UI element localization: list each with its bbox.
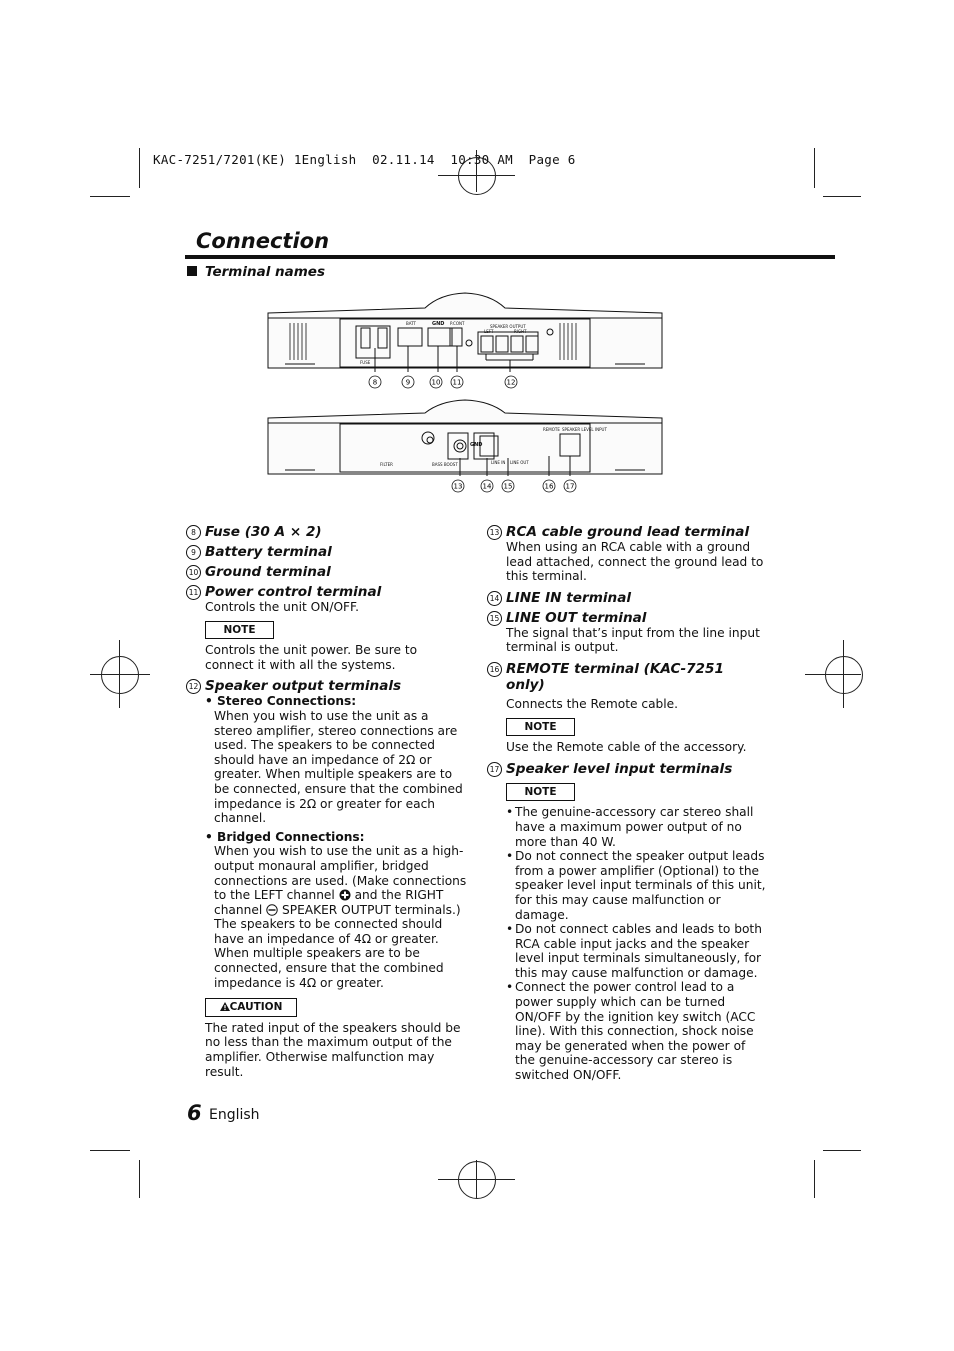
svg-text:14: 14 [482,482,492,491]
note-text: Controls the unit power. Be sure to connect it with all the systems. [205,643,418,672]
crop-mark [814,148,815,188]
svg-text:9: 9 [405,378,411,387]
item-heading: 11 Power control terminal [186,584,468,600]
bridged-heading: • Bridged Connections: [205,829,365,844]
note-text: Use the Remote cable of the accessory. [506,740,747,755]
item-heading: 16 REMOTE terminal (KAC-7251 only) [487,661,767,693]
caution-text: The rated input of the speakers should be no less than the maximum output of the amplifier. Otherwise malfunction may result. [205,1020,461,1079]
svg-text:FUSE: FUSE [360,360,371,365]
title-rule [185,255,835,259]
section-title: Terminal names [187,264,325,280]
svg-text:LINE OUT: LINE OUT [510,460,529,465]
crop-mark [823,196,861,197]
item-heading: 14 LINE IN terminal [487,590,767,606]
page-number: 6 [187,1101,202,1125]
right-column [487,524,767,1083]
svg-text:LEFT: LEFT [484,329,494,334]
svg-text:12: 12 [506,378,516,387]
warning-triangle-icon [220,1002,230,1011]
item-text: Connects the Remote cable. [506,696,679,711]
stereo-heading: • Stereo Connections: [205,694,357,709]
item-heading: 8 Fuse (30 A × 2) [186,524,468,540]
item-heading: 13 RCA cable ground lead terminal [487,524,767,540]
svg-text:BASS BOOST: BASS BOOST [432,462,458,467]
square-bullet-icon [187,266,197,276]
svg-text:SPEAKER OUTPUT: SPEAKER OUTPUT [490,324,526,329]
crop-mark [90,196,130,197]
crop-mark [90,1150,130,1151]
item-heading: 12 Speaker output terminals [186,678,468,694]
page-title: Connection [196,229,330,253]
svg-text:REMOTE: REMOTE [543,427,560,432]
svg-text:10: 10 [431,378,441,387]
svg-text:11: 11 [452,378,462,387]
svg-text:SPEAKER LEVEL INPUT: SPEAKER LEVEL INPUT [562,427,607,432]
item-heading: 10 Ground terminal [186,564,468,580]
svg-text:8: 8 [372,378,378,387]
minus-circle-icon [266,904,278,916]
list-item: • The genuine-accessory car stereo shall have a maximum power output of no more than 40 W. [487,805,767,849]
svg-text:BATT: BATT [406,321,416,326]
item-text: Controls the unit ON/OFF. [205,600,359,614]
page-language: English [209,1107,260,1123]
stereo-text: When you wish to use the unit as a stereo amplifier, stereo connections are used. The speakers to be connected should have an impedance of 2Ω or greater. When multiple speakers are to be connected, ensure that the combined impedance is 2Ω or greater for each channel. [214,708,463,826]
item-text: When using an RCA cable with a ground lead attached, connect the ground lead to this terminal. [506,540,764,584]
crop-mark [814,1160,815,1198]
list-item: • Do not connect the speaker output leads from a power amplifier (Optional) to the speaker level input terminals of this unit, for this may cause malfunction or damage. [487,849,767,922]
amplifier-terminal-diagram [260,288,670,498]
svg-text:GND: GND [432,321,445,327]
caution-label: CAUTION [205,998,297,1017]
svg-text:15: 15 [503,482,513,491]
svg-text:17: 17 [565,482,575,491]
crop-mark [139,1160,140,1198]
plus-circle-icon [339,889,351,901]
list-item: • Do not connect cables and leads to both RCA cable input jacks and the speaker level input terminals simultaneously, for this may cause malfunction or damage. [487,922,767,980]
svg-text:RIGHT: RIGHT [514,329,527,334]
svg-text:16: 16 [544,482,554,491]
item-text: The signal that’s input from the line input terminal is output. [506,625,760,655]
list-item: • Connect the power control lead to a power supply which can be turned ON/OFF by the ignition key switch (ACC line). With this connection, shock noise may be generated when the power of the genuine-accessory car stereo is switched ON/OFF. [487,980,767,1082]
svg-text:GND: GND [470,442,483,448]
item-heading: 15 LINE OUT terminal [487,610,767,626]
svg-text:13: 13 [453,482,463,491]
note-bullet-list [487,805,767,1082]
left-column [186,524,468,1079]
crop-mark [823,1150,861,1151]
print-header: KAC-7251/7201(KE) 1English 02.11.14 10:30 AM Page 6 [153,152,576,167]
note-label: NOTE [506,718,575,737]
crop-mark [139,148,140,188]
note-label: NOTE [506,783,575,802]
note-label: NOTE [205,621,274,640]
svg-text:P.CONT: P.CONT [450,321,465,326]
bridged-text: When you wish to use the unit as a high-output monaural amplifier, bridged connections are used. (Make connections to the LEFT channel and the RIGHT channel SPEAKER OUTPUT terminals.) The speakers to be connected should have an impedance of 4Ω or greater. When multiple speakers are to be connected, ensure that the combined impedance is 4Ω or greater. [214,844,467,990]
item-heading: 9 Battery terminal [186,544,468,560]
svg-text:LINE IN: LINE IN [491,460,506,465]
item-heading: 17 Speaker level input terminals [487,761,767,777]
svg-text:FILTER: FILTER [380,462,393,467]
